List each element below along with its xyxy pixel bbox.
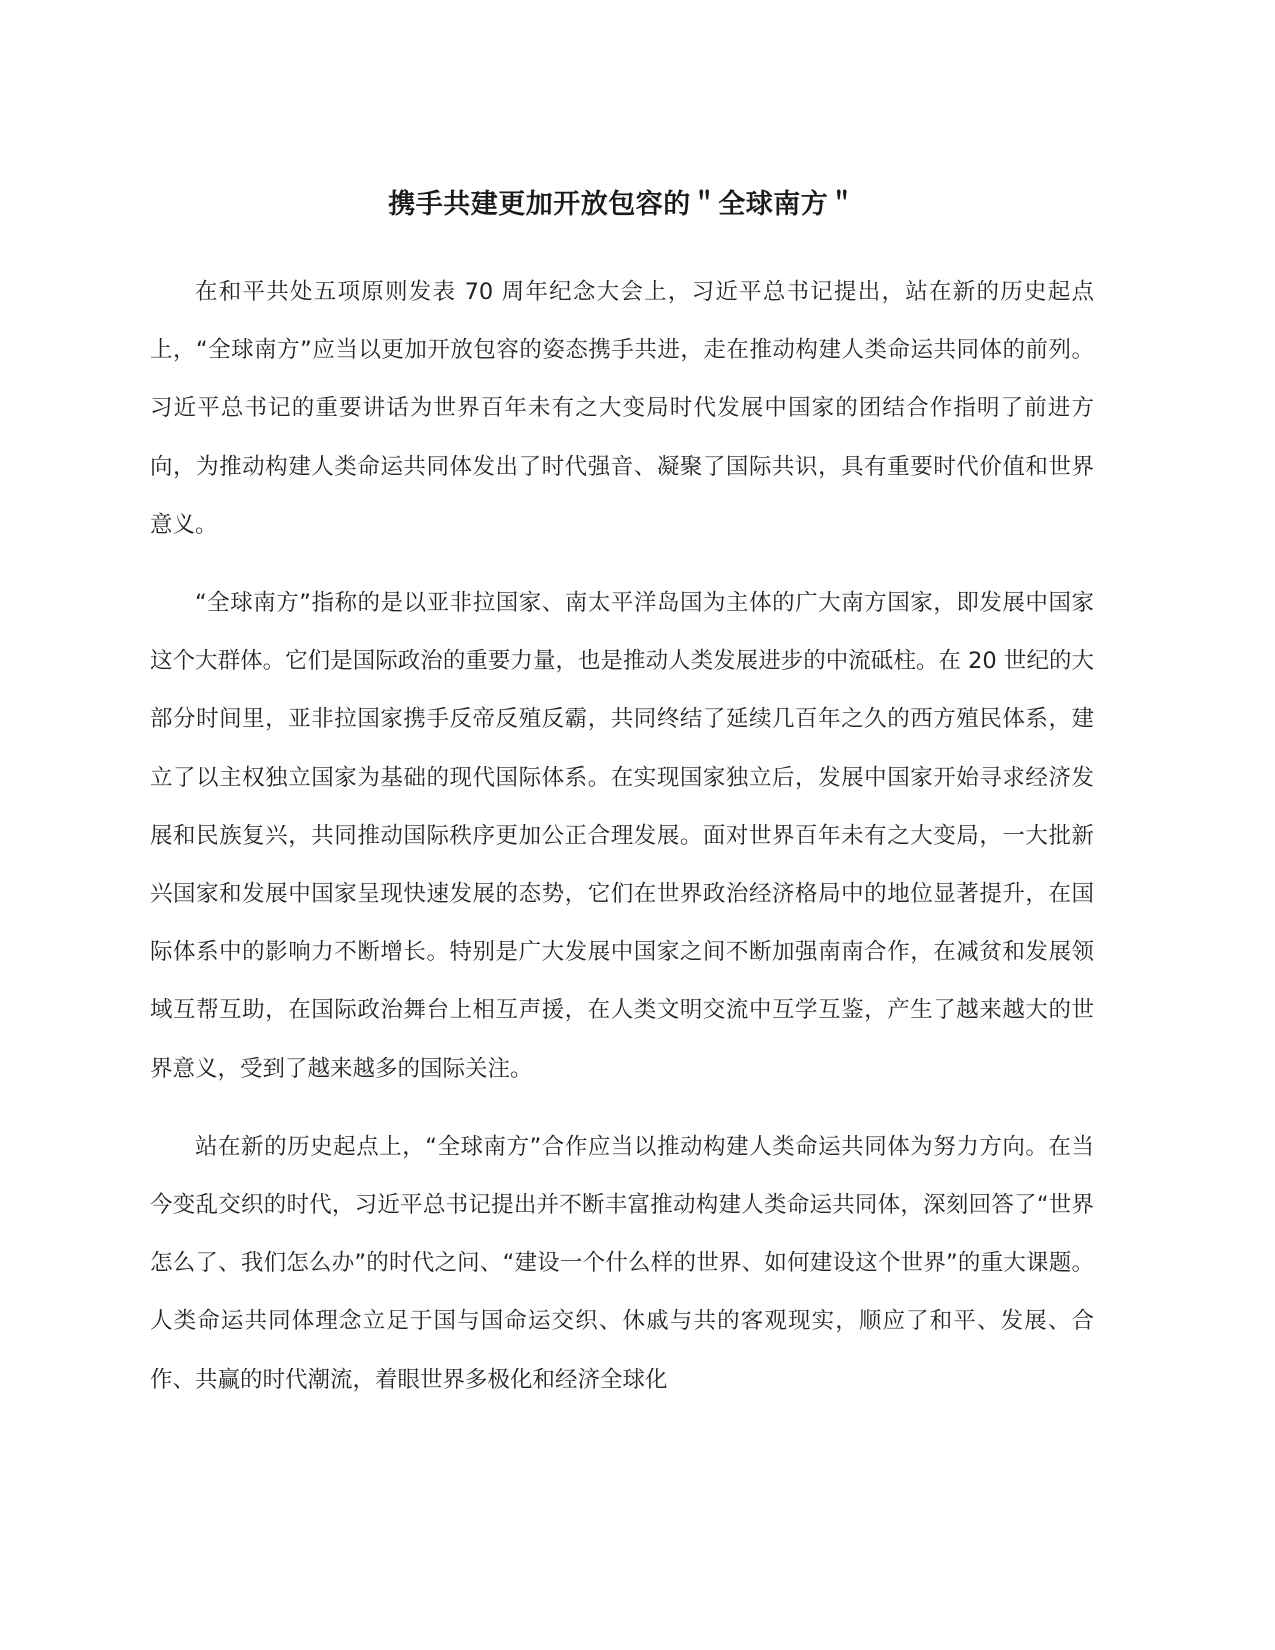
paragraph-2: “全球南方”指称的是以亚非拉国家、南太平洋岛国为主体的广大南方国家，即发展中国家这个大群体。它们是国际政治的重要力量，也是推动人类发展进步的中流砥柱。在 20 世纪的大部分时间里，亚非拉国家携手反帝反殖反霸，共同终结了延续几百年之久的西方殖民体系，建立了以主权独立国家为基础的现代国际体系。在实现国家独立后，发展中国家开始寻求经济发展和民族复兴，共同推动国际秩序更加公正合理发展。面对世界百年未有之大变局，一大批新兴国家和发展中国家呈现快速发展的态势，它们在世界政治经济格局中的地位显著提升，在国际体系中的影响力不断增长。特别是广大发展中国家之间不断加强南南合作，在减贫和发展领域互帮互助，在国际政治舞台上相互声援，在人类文明交流中互学互鉴，产生了越来越大的世界意义，受到了越来越多的国际关注。	[150, 590, 1094, 1082]
document-title: 携手共建更加开放包容的＂全球南方＂	[388, 189, 856, 220]
paragraph-1: 在和平共处五项原则发表 70 周年纪念大会上，习近平总书记提出，站在新的历史起点上，“全球南方”应当以更加开放包容的姿态携手共进，走在推动构建人类命运共同体的前列。习近平总书记的重要讲话为世界百年未有之大变局时代发展中国家的团结合作指明了前进方向，为推动构建人类命运共同体发出了时代强音、凝聚了国际共识，具有重要时代价值和世界意义。	[150, 279, 1094, 538]
paragraph-3: 站在新的历史起点上，“全球南方”合作应当以推动构建人类命运共同体为努力方向。在当今变乱交织的时代，习近平总书记提出并不断丰富推动构建人类命运共同体，深刻回答了“世界怎么了、我们怎么办”的时代之问、“建设一个什么样的世界、如何建设这个世界”的重大课题。人类命运共同体理念立足于国与国命运交织、休戚与共的客观现实，顺应了和平、发展、合作、共赢的时代潮流，着眼世界多极化和经济全球化	[150, 1133, 1094, 1393]
document-page	[150, 0, 1094, 1650]
document-body	[150, 263, 1094, 1429]
